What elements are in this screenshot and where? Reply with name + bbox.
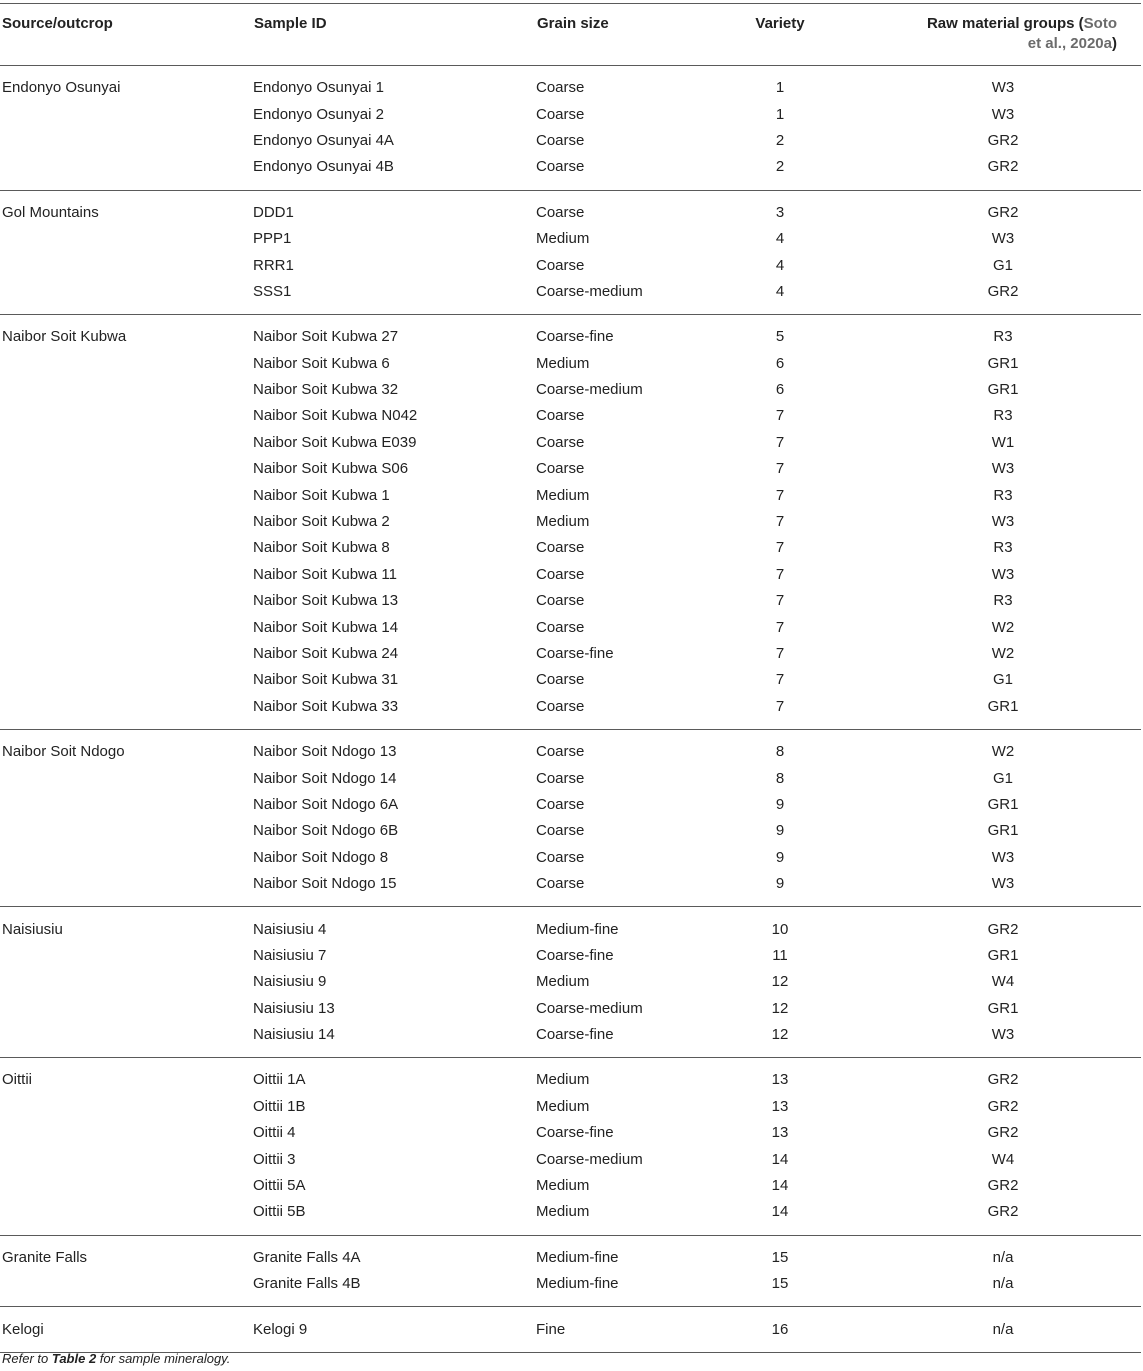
cell-variety: 14 [771, 1177, 789, 1195]
cell-raw-material-group: W3 [991, 848, 1015, 866]
cell-source: Endonyo Osunyai [2, 79, 121, 97]
cell-source [0, 456, 252, 482]
table-row [0, 996, 1141, 1022]
cell-variety: 14 [771, 1150, 789, 1168]
cell-grain-size: Coarse [536, 592, 585, 610]
cell-sample-id: Naibor Soit Ndogo 6A [253, 795, 399, 813]
cell-raw-material-group: n/a [865, 1271, 1141, 1307]
cell-raw-material-group: W3 [991, 230, 1015, 248]
cell-source [0, 154, 252, 190]
cell-source [0, 1199, 252, 1235]
cell-variety: 7 [695, 694, 865, 730]
table-footnote [2, 1350, 230, 1368]
cell-raw-material-group: W3 [865, 1022, 1141, 1058]
cell-source [0, 403, 252, 429]
cell-sample-id: Naisiusiu 9 [253, 973, 327, 991]
cell-source: Naisiusiu [2, 920, 63, 938]
cell-source: Oittii [2, 1071, 32, 1089]
table-row [0, 128, 1141, 154]
table-row [0, 1022, 1141, 1058]
cell-sample-id: Naibor Soit Kubwa 8 [253, 539, 390, 557]
cell-sample-id: Oittii 5A [253, 1177, 306, 1195]
cell-source [0, 509, 252, 535]
cell-source [0, 535, 252, 561]
table-row [0, 907, 1141, 943]
cell-sample-id: Naibor Soit Ndogo 6B [253, 822, 399, 840]
cell-raw-material-group: W1 [991, 433, 1015, 451]
cell-variety: 16 [695, 1307, 865, 1352]
cell-variety: 9 [775, 795, 785, 813]
table-row [0, 535, 1141, 561]
cell-variety: 9 [775, 848, 785, 866]
cell-source [0, 845, 252, 871]
cell-raw-material-group: G1 [992, 256, 1013, 274]
table-row [0, 871, 1141, 907]
table-row [0, 456, 1141, 482]
table-row [0, 1146, 1141, 1172]
cell-grain-size: Coarse [536, 460, 585, 478]
table-row [0, 101, 1141, 127]
cell-variety: 1 [775, 79, 785, 97]
cell-sample-id: Naibor Soit Kubwa 32 [253, 381, 399, 399]
cell-grain-size: Coarse [536, 565, 585, 583]
cell-raw-material-group: GR2 [987, 1177, 1019, 1195]
cell-raw-material-group: G1 [992, 769, 1013, 787]
cell-variety: 15 [771, 1248, 789, 1266]
cell-sample-id: Naisiusiu 7 [253, 946, 327, 964]
table-row [0, 1307, 1141, 1352]
cell-grain-size: Coarse-fine [536, 946, 614, 964]
cell-variety: 9 [695, 871, 865, 907]
table-row [0, 226, 1141, 252]
cell-variety: 7 [775, 645, 785, 662]
cell-sample-id: Naibor Soit Kubwa 13 [253, 592, 399, 610]
cell-sample-id: Oittii 5B [252, 1199, 535, 1235]
cell-source: Naibor Soit Kubwa [2, 328, 127, 346]
cell-grain-size: Medium [536, 1071, 590, 1089]
footnote-table-link[interactable]: Table 2 [51, 1351, 97, 1366]
table-row [0, 614, 1141, 640]
cell-raw-material-group: W2 [991, 743, 1015, 761]
table-row [0, 190, 1141, 226]
cell-raw-material-group: GR2 [865, 1199, 1141, 1235]
cell-sample-id: Granite Falls 4A [253, 1248, 361, 1266]
cell-grain-size: Coarse [536, 769, 585, 787]
cell-grain-size: Coarse [536, 848, 585, 866]
cell-raw-material-group: G1 [992, 671, 1013, 689]
table-row [0, 694, 1141, 730]
samples-table [0, 3, 1141, 1353]
cell-variety: 12 [695, 1022, 865, 1058]
cell-source [0, 996, 252, 1022]
cell-sample-id: Oittii 4 [253, 1124, 296, 1142]
cell-variety: 7 [775, 407, 785, 425]
cell-variety: 15 [695, 1271, 865, 1307]
cell-variety: 7 [775, 433, 785, 451]
table-row [0, 845, 1141, 871]
cell-source [0, 562, 252, 588]
cell-variety: 7 [775, 539, 785, 557]
cell-sample-id: Naibor Soit Kubwa 2 [253, 513, 390, 531]
cell-grain-size: Coarse [536, 433, 585, 451]
cell-raw-material-group: GR2 [987, 203, 1019, 221]
header-raw-material-groups [865, 4, 1141, 66]
cell-source [0, 943, 252, 969]
cell-sample-id: Oittii 3 [253, 1150, 296, 1168]
cell-sample-id: Granite Falls 4B [252, 1271, 535, 1307]
cell-grain-size: Coarse [536, 256, 585, 274]
cell-sample-id: Naibor Soit Ndogo 14 [253, 769, 397, 787]
cell-sample-id: Naibor Soit Kubwa 6 [253, 354, 390, 372]
header-source: Source/outcrop [0, 4, 252, 66]
table-row [0, 588, 1141, 614]
table-row [0, 765, 1141, 791]
cell-raw-material-group: W3 [991, 105, 1015, 123]
cell-variety: 11 [772, 946, 788, 964]
cell-sample-id: Naibor Soit Ndogo 13 [253, 743, 397, 761]
cell-grain-size: Coarse [536, 618, 585, 636]
cell-sample-id: Endonyo Osunyai 4A [253, 131, 394, 149]
cell-source [0, 252, 252, 278]
cell-source [0, 765, 252, 791]
cell-raw-material-group: W3 [991, 565, 1015, 583]
cell-raw-material-group: GR1 [987, 946, 1019, 964]
cell-sample-id: Oittii 1A [253, 1071, 306, 1089]
cell-raw-material-group: W4 [991, 1150, 1015, 1168]
cell-source [0, 588, 252, 614]
cell-variety: 12 [771, 999, 789, 1017]
cell-raw-material-group: n/a [992, 1248, 1014, 1266]
table-row [0, 1120, 1141, 1146]
cell-grain-size: Coarse [535, 694, 695, 730]
cell-grain-size: Coarse [536, 795, 585, 813]
header-variety: Variety [695, 4, 865, 66]
cell-raw-material-group: GR2 [987, 131, 1019, 149]
cell-raw-material-group: W3 [991, 79, 1015, 97]
cell-sample-id: RRR1 [253, 256, 294, 274]
cell-raw-material-group: GR2 [987, 1124, 1019, 1142]
citation-link-part1[interactable]: Soto [1083, 15, 1117, 32]
table-row [0, 667, 1141, 693]
cell-variety: 2 [695, 154, 865, 190]
cell-sample-id: Naibor Soit Kubwa 11 [253, 565, 397, 583]
cell-raw-material-group: W3 [991, 460, 1015, 478]
cell-sample-id: Naisiusiu 13 [253, 999, 335, 1017]
cell-sample-id: Naibor Soit Kubwa 31 [253, 671, 399, 689]
cell-variety: 13 [771, 1071, 789, 1089]
cell-variety: 8 [775, 769, 785, 787]
cell-source [0, 1022, 252, 1058]
cell-grain-size: Coarse [536, 203, 585, 221]
cell-variety: 10 [771, 920, 789, 938]
cell-raw-material-group: W3 [865, 871, 1141, 907]
cell-source [0, 1120, 252, 1146]
cell-raw-material-group: W3 [991, 513, 1015, 531]
cell-raw-material-group: GR1 [987, 381, 1019, 399]
cell-sample-id: Naisiusiu 4 [253, 920, 327, 938]
cell-source [0, 792, 252, 818]
cell-grain-size: Coarse-fine [536, 1124, 614, 1142]
cell-source [0, 351, 252, 377]
cell-grain-size: Coarse-medium [536, 381, 643, 399]
cell-raw-material-group: GR2 [987, 920, 1019, 938]
table-row [0, 792, 1141, 818]
cell-variety: 5 [775, 328, 785, 346]
cell-grain-size: Medium [535, 1199, 695, 1235]
cell-variety: 7 [775, 592, 785, 610]
table-row [0, 943, 1141, 969]
table-row [0, 66, 1141, 102]
cell-variety: 7 [775, 486, 785, 504]
cell-variety: 8 [775, 743, 785, 761]
table-row [0, 1094, 1141, 1120]
cell-grain-size: Coarse-fine [535, 1022, 695, 1058]
cell-source [0, 377, 252, 403]
table-row [0, 351, 1141, 377]
cell-variety: 14 [695, 1199, 865, 1235]
cell-raw-material-group: GR1 [987, 822, 1019, 840]
cell-source [0, 226, 252, 252]
cell-sample-id: Naibor Soit Ndogo 15 [252, 871, 535, 907]
cell-grain-size: Medium-fine [536, 920, 619, 938]
cell-grain-size: Coarse-fine [536, 645, 614, 662]
cell-sample-id: Naibor Soit Kubwa 24 [253, 645, 399, 662]
table-row [0, 509, 1141, 535]
cell-grain-size: Medium [536, 973, 590, 991]
cell-source: Gol Mountains [2, 203, 99, 221]
table-row [0, 729, 1141, 765]
citation-link-part2[interactable]: et al., 2020a [1027, 35, 1112, 52]
table-header [0, 4, 1141, 66]
cell-source [0, 1146, 252, 1172]
cell-grain-size: Medium [536, 354, 590, 372]
cell-grain-size: Coarse [535, 154, 695, 190]
cell-source [0, 641, 252, 667]
cell-raw-material-group: GR1 [987, 795, 1019, 813]
table-row [0, 641, 1141, 667]
cell-raw-material-group: R3 [993, 539, 1013, 557]
cell-grain-size: Medium [536, 486, 590, 504]
cell-sample-id: Endonyo Osunyai 2 [253, 105, 384, 123]
cell-variety: 6 [775, 354, 785, 372]
cell-variety: 1 [775, 105, 785, 123]
table-row [0, 1058, 1141, 1094]
cell-variety: 3 [775, 203, 785, 221]
table-body [0, 66, 1141, 1353]
cell-raw-material-group: GR2 [987, 1097, 1019, 1115]
cell-source [0, 430, 252, 456]
cell-raw-material-group: GR2 [865, 279, 1141, 315]
header-grain-size: Grain size [535, 4, 695, 66]
cell-grain-size: Coarse-medium [536, 999, 643, 1017]
cell-grain-size: Medium-fine [535, 1271, 695, 1307]
table-row [0, 315, 1141, 351]
cell-sample-id: Naibor Soit Kubwa 27 [253, 328, 399, 346]
cell-raw-material-group: R3 [993, 407, 1013, 425]
cell-grain-size: Medium [536, 230, 590, 248]
cell-raw-material-group: R3 [993, 328, 1013, 346]
cell-grain-size: Fine [535, 1307, 695, 1352]
cell-raw-material-group: GR2 [865, 154, 1141, 190]
cell-raw-material-group: R3 [993, 486, 1013, 504]
cell-source [0, 279, 252, 315]
header-raw-suffix: ) [1112, 35, 1117, 52]
cell-variety: 4 [775, 230, 785, 248]
cell-sample-id: DDD1 [253, 203, 294, 221]
cell-sample-id: Naibor Soit Kubwa 14 [253, 618, 399, 636]
cell-variety: 4 [695, 279, 865, 315]
cell-raw-material-group: n/a [865, 1307, 1141, 1352]
cell-variety: 7 [775, 565, 785, 583]
cell-source [0, 482, 252, 508]
cell-variety: 7 [775, 460, 785, 478]
cell-grain-size: Medium-fine [536, 1248, 619, 1266]
cell-sample-id: Naibor Soit Kubwa S06 [253, 460, 409, 478]
cell-variety: 13 [771, 1124, 789, 1142]
cell-grain-size: Coarse [536, 131, 585, 149]
cell-grain-size: Coarse [536, 822, 585, 840]
cell-grain-size: Coarse [536, 671, 585, 689]
table-row [0, 1173, 1141, 1199]
cell-source [0, 818, 252, 844]
cell-sample-id: Endonyo Osunyai 4B [252, 154, 535, 190]
table-row [0, 279, 1141, 315]
cell-grain-size: Medium [536, 1177, 590, 1195]
cell-source [0, 969, 252, 995]
cell-sample-id: SSS1 [252, 279, 535, 315]
cell-grain-size: Coarse-fine [536, 328, 614, 346]
table-row [0, 1271, 1141, 1307]
cell-variety: 7 [775, 671, 785, 689]
table-row [0, 252, 1141, 278]
cell-sample-id: Endonyo Osunyai 1 [253, 79, 384, 97]
cell-variety: 9 [775, 822, 785, 840]
cell-variety: 4 [775, 256, 785, 274]
footnote-suffix: for sample mineralogy. [96, 1351, 231, 1366]
cell-raw-material-group: W2 [991, 618, 1015, 636]
table-row [0, 482, 1141, 508]
table-row [0, 403, 1141, 429]
cell-sample-id: Naibor Soit Ndogo 8 [253, 848, 389, 866]
cell-sample-id: Naibor Soit Kubwa N042 [253, 407, 418, 425]
cell-sample-id: Naibor Soit Kubwa E039 [253, 433, 417, 451]
cell-grain-size: Coarse-medium [535, 279, 695, 315]
table-row [0, 1235, 1141, 1271]
cell-grain-size: Coarse-medium [536, 1150, 643, 1168]
cell-raw-material-group: GR1 [987, 999, 1019, 1017]
cell-raw-material-group: GR1 [987, 354, 1019, 372]
cell-grain-size: Coarse [535, 871, 695, 907]
cell-grain-size: Coarse [536, 105, 585, 123]
table-row [0, 562, 1141, 588]
table-row [0, 377, 1141, 403]
table-row [0, 154, 1141, 190]
cell-sample-id: PPP1 [253, 230, 292, 248]
cell-source: Granite Falls [2, 1248, 88, 1266]
cell-grain-size: Medium [536, 513, 590, 531]
cell-variety: 2 [775, 131, 785, 149]
cell-variety: 12 [771, 973, 789, 991]
table-row [0, 1199, 1141, 1235]
cell-grain-size: Medium [536, 1097, 590, 1115]
cell-source: Kelogi [0, 1307, 252, 1352]
cell-source [0, 1173, 252, 1199]
cell-variety: 13 [771, 1097, 789, 1115]
cell-variety: 7 [775, 513, 785, 531]
header-sample-id: Sample ID [252, 4, 535, 66]
cell-source [0, 1094, 252, 1120]
cell-source: Naibor Soit Ndogo [2, 743, 125, 761]
cell-source [0, 1271, 252, 1307]
cell-variety: 7 [775, 618, 785, 636]
cell-grain-size: Coarse [536, 539, 585, 557]
cell-raw-material-group: W2 [991, 645, 1015, 662]
cell-sample-id: Naibor Soit Kubwa 1 [253, 486, 390, 504]
cell-sample-id: Naibor Soit Kubwa 33 [252, 694, 535, 730]
cell-variety: 6 [775, 381, 785, 399]
cell-raw-material-group: R3 [993, 592, 1013, 610]
cell-raw-material-group: W4 [991, 973, 1015, 991]
table-row [0, 430, 1141, 456]
cell-raw-material-group: GR1 [865, 694, 1141, 730]
cell-source [0, 101, 252, 127]
cell-grain-size: Coarse [536, 79, 585, 97]
cell-grain-size: Coarse [536, 743, 585, 761]
cell-source [0, 667, 252, 693]
cell-raw-material-group: GR2 [987, 1071, 1019, 1089]
cell-source [0, 871, 252, 907]
cell-source [0, 614, 252, 640]
cell-grain-size: Coarse [536, 407, 585, 425]
table-row [0, 818, 1141, 844]
table-row [0, 969, 1141, 995]
cell-source [0, 128, 252, 154]
cell-sample-id: Kelogi 9 [252, 1307, 535, 1352]
footnote-prefix: Refer to [2, 1351, 52, 1366]
cell-sample-id: Oittii 1B [253, 1097, 306, 1115]
cell-source [0, 694, 252, 730]
cell-sample-id: Naisiusiu 14 [252, 1022, 535, 1058]
header-raw-prefix: Raw material groups ( [926, 15, 1084, 32]
